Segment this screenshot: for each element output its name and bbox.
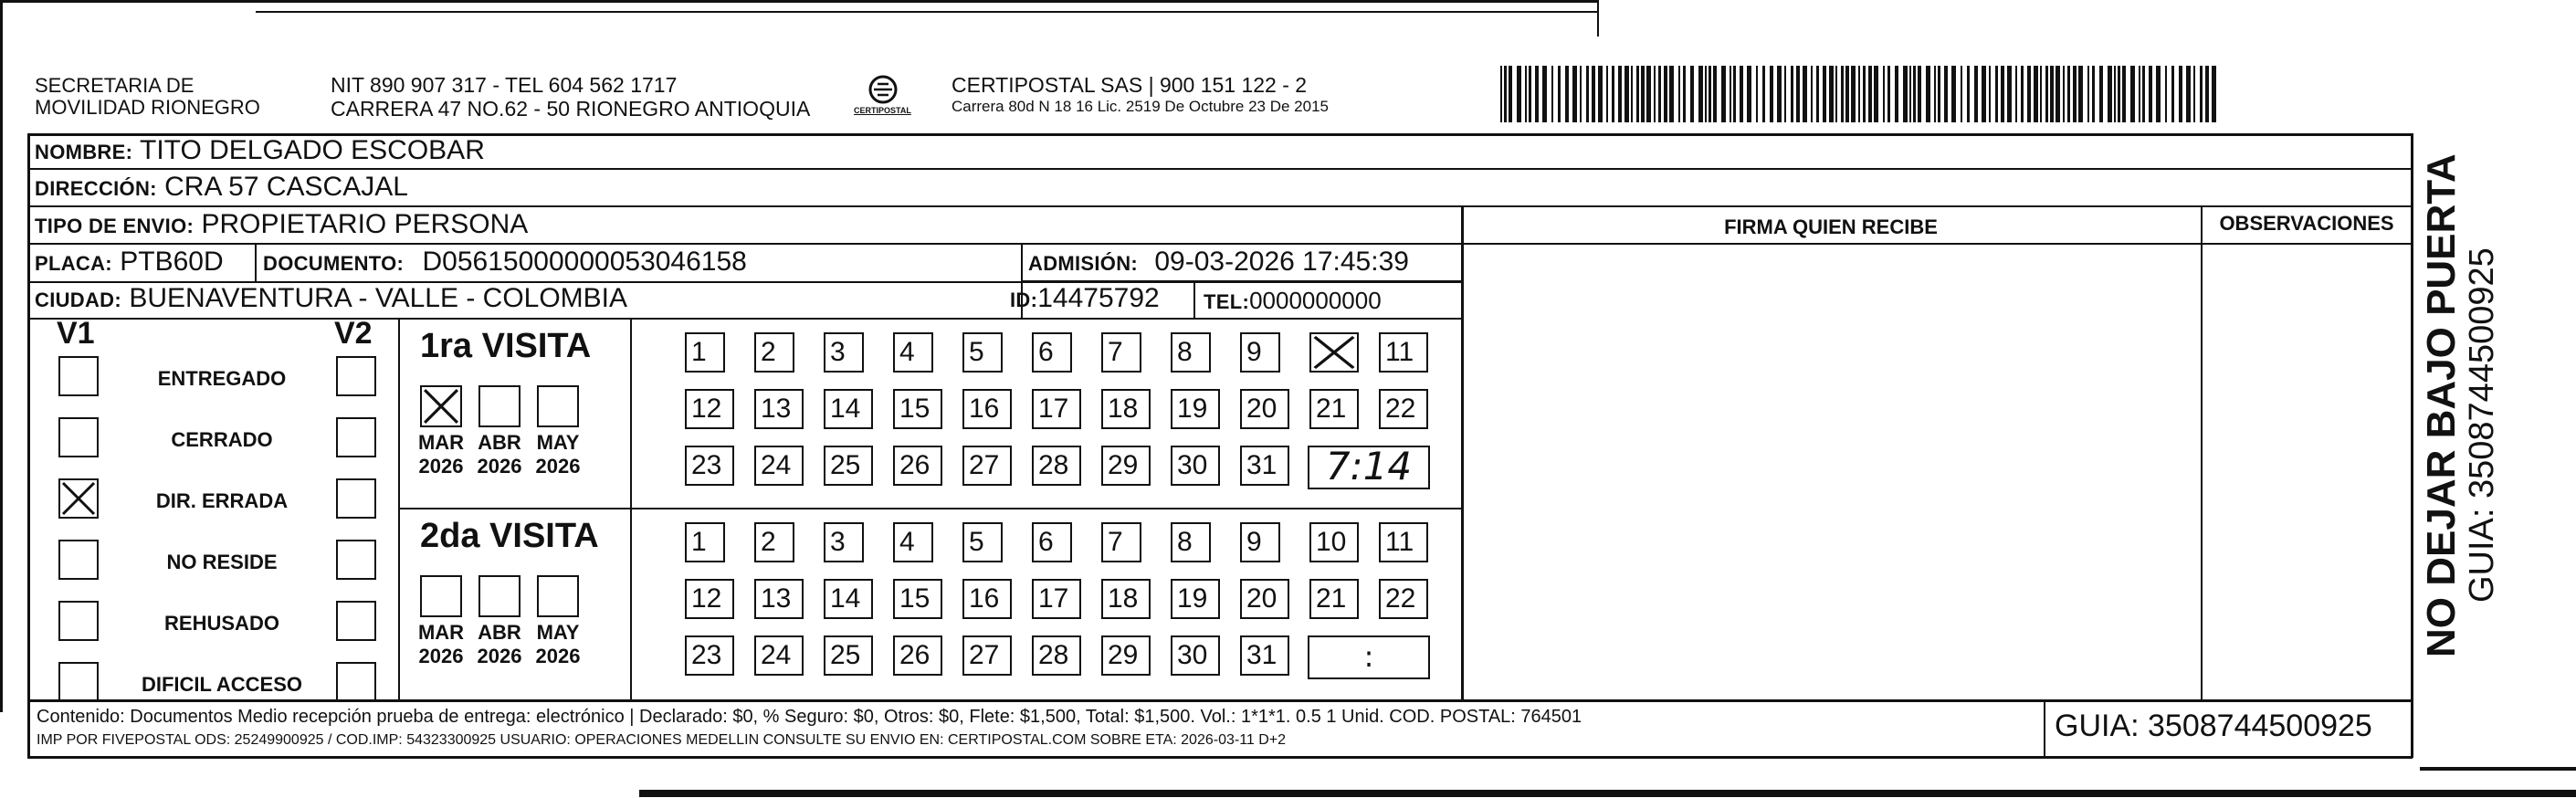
no-dejar-bajo-puerta: NO DEJAR BAJO PUERTA bbox=[2419, 153, 2464, 657]
side-guia: GUIA: 3508744500925 bbox=[2463, 247, 2501, 603]
barcode-bar bbox=[1982, 66, 1986, 122]
visit2-day-box[interactable]: 29 bbox=[1101, 635, 1151, 676]
barcode-bar bbox=[1598, 66, 1603, 122]
barcode-bar bbox=[1909, 66, 1911, 122]
form-left-border bbox=[27, 133, 30, 758]
barcode-bar bbox=[2027, 66, 2031, 122]
visit1-day-box[interactable]: 24 bbox=[754, 446, 804, 486]
visit2-day-box[interactable]: 7 bbox=[1101, 522, 1141, 562]
visit1-day-box[interactable] bbox=[1309, 332, 1359, 373]
col-divider-tel bbox=[1193, 281, 1195, 319]
ciudad-value: BUENAVENTURA - VALLE - COLOMBIA bbox=[129, 283, 628, 313]
barcode-bar bbox=[2092, 66, 2095, 122]
tipo-row bbox=[35, 209, 528, 242]
documento-cell bbox=[263, 247, 747, 279]
visit2-day-box[interactable]: 4 bbox=[893, 522, 933, 562]
barcode-bar bbox=[1658, 66, 1661, 122]
barcode-bar bbox=[1525, 66, 1527, 122]
visit2-day-box[interactable]: 8 bbox=[1171, 522, 1211, 562]
visit1-day-box[interactable]: 25 bbox=[824, 446, 873, 486]
scan-edge-right-top bbox=[1597, 0, 1599, 37]
v2-label: V2 bbox=[334, 316, 373, 351]
row-divider bbox=[27, 168, 2413, 170]
barcode bbox=[1500, 66, 2222, 122]
v2-checkbox[interactable] bbox=[336, 356, 376, 396]
visit2-month-checkbox[interactable] bbox=[420, 575, 462, 617]
barcode-bar bbox=[1811, 66, 1813, 122]
tel-value: 0000000000 bbox=[1249, 287, 1382, 314]
visit1-time-box[interactable] bbox=[1308, 446, 1430, 489]
barcode-bar bbox=[2130, 66, 2135, 122]
footer-imp: IMP POR FIVEPOSTAL ODS: 25249900925 / COD.IMP: 54323300925 USUARIO: OPERACIONES MEDELLIN CONSULTE SU ENVIO EN: CERTIPOSTAL.COM SOBRE ETA: 2026-03-11 D+2 bbox=[37, 732, 1287, 748]
visit2-month-year: 2026 bbox=[418, 645, 464, 667]
visit2-month-year: 2026 bbox=[477, 645, 522, 667]
nombre-label: NOMBRE: bbox=[35, 141, 133, 163]
v1-checkbox[interactable] bbox=[58, 662, 99, 702]
visit2-month-label bbox=[414, 621, 468, 668]
visit2-title: 2da VISITA bbox=[420, 517, 599, 555]
visit1-month-label bbox=[472, 431, 527, 478]
visit1-day-box[interactable]: 5 bbox=[962, 332, 1003, 373]
id-label: ID: bbox=[1010, 289, 1038, 311]
visit2-day-box[interactable]: 5 bbox=[962, 522, 1003, 562]
visit1-day-box[interactable]: 14 bbox=[824, 389, 873, 429]
barcode-bar bbox=[1851, 66, 1856, 122]
status-label: NO RESIDE bbox=[166, 551, 278, 573]
visit2-day-box[interactable]: 11 bbox=[1379, 522, 1428, 562]
status-label: CERRADO bbox=[171, 428, 273, 451]
visit1-month-name: MAR bbox=[417, 431, 465, 454]
barcode-bar bbox=[1944, 66, 1948, 122]
barcode-bar bbox=[2108, 66, 2112, 122]
visit2-day-box[interactable]: 22 bbox=[1379, 579, 1428, 619]
visit1-day-box[interactable]: 6 bbox=[1032, 332, 1072, 373]
col-divider-placa bbox=[255, 244, 257, 282]
visit2-day-box[interactable]: 14 bbox=[824, 579, 873, 619]
barcode-bar bbox=[2007, 66, 2012, 122]
visit2-month-year: 2026 bbox=[535, 645, 581, 667]
barcode-bar bbox=[2001, 66, 2004, 122]
barcode-bar bbox=[2179, 66, 2182, 122]
barcode-bar bbox=[2045, 66, 2048, 122]
barcode-bar bbox=[1756, 66, 1758, 122]
barcode-bar bbox=[2200, 66, 2203, 122]
v2-checkbox[interactable] bbox=[336, 601, 376, 641]
visit1-month-year: 2026 bbox=[535, 455, 581, 478]
barcode-bar bbox=[1863, 66, 1866, 122]
visit2-day-box[interactable]: 18 bbox=[1101, 579, 1151, 619]
visit1-day-box[interactable]: 27 bbox=[962, 446, 1012, 486]
barcode-bar bbox=[1683, 66, 1686, 122]
barcode-bar bbox=[1883, 66, 1885, 122]
visit2-day-box[interactable]: 9 bbox=[1240, 522, 1280, 562]
barcode-bar bbox=[1841, 66, 1844, 122]
nombre-value: TITO DELGADO ESCOBAR bbox=[140, 135, 485, 165]
tipo-label: TIPO DE ENVIO: bbox=[35, 215, 195, 237]
barcode-bar bbox=[1823, 66, 1826, 122]
visit1-day-box[interactable]: 23 bbox=[685, 446, 734, 486]
v1-checkbox[interactable] bbox=[58, 356, 99, 396]
barcode-bar bbox=[1740, 66, 1743, 122]
observaciones-label: OBSERVACIONES bbox=[2219, 212, 2394, 235]
barcode-bar bbox=[2171, 66, 2174, 122]
form-bottom-border bbox=[27, 756, 2413, 759]
barcode-bar bbox=[1517, 66, 1521, 122]
visit1-month-checkbox[interactable] bbox=[420, 385, 462, 427]
barcode-bar bbox=[2078, 66, 2083, 122]
barcode-bar bbox=[2099, 66, 2103, 122]
barcode-bar bbox=[1669, 66, 1674, 122]
barcode-bar bbox=[1887, 66, 1890, 122]
barcode-bar bbox=[1747, 66, 1751, 122]
visit1-month-checkbox[interactable] bbox=[478, 385, 520, 427]
barcode-bar bbox=[2040, 66, 2042, 122]
admision-value: 09-03-2026 17:45:39 bbox=[1154, 247, 1409, 277]
barcode-bar bbox=[1535, 66, 1539, 122]
barcode-bar bbox=[1612, 66, 1614, 122]
barcode-bar bbox=[1509, 66, 1512, 122]
v1-label: V1 bbox=[57, 316, 95, 351]
barcode-bar bbox=[1500, 66, 1502, 122]
barcode-bar bbox=[2149, 66, 2152, 122]
barcode-bar bbox=[1542, 66, 1547, 122]
admision-underline bbox=[1021, 280, 1463, 282]
visit2-day-box[interactable]: 31 bbox=[1240, 635, 1289, 676]
barcode-bar bbox=[1926, 66, 1930, 122]
visit2-day-box[interactable]: 15 bbox=[893, 579, 942, 619]
barcode-bar bbox=[2156, 66, 2161, 122]
visit2-day-box[interactable]: 3 bbox=[824, 522, 864, 562]
barcode-bar bbox=[2165, 66, 2167, 122]
barcode-bar bbox=[2212, 66, 2216, 122]
visit1-day-box[interactable]: 20 bbox=[1240, 389, 1289, 429]
sender-details: NIT 890 907 317 - TEL 604 562 1717 CARRERA 47 NO.62 - 50 RIONEGRO ANTIOQUIA bbox=[331, 73, 811, 121]
visit2-month-checkbox[interactable] bbox=[478, 575, 520, 617]
v1-checkbox[interactable] bbox=[58, 540, 99, 580]
barcode-bar bbox=[2067, 66, 2070, 122]
barcode-bar bbox=[1967, 66, 1970, 122]
visit2-month-name: MAY bbox=[536, 621, 580, 644]
v1-checkbox[interactable] bbox=[58, 417, 99, 457]
nombre-row bbox=[35, 135, 485, 168]
visit2-day-box[interactable]: 25 bbox=[824, 635, 873, 676]
barcode-bar bbox=[1938, 66, 1940, 122]
barcode-bar bbox=[2050, 66, 2054, 122]
barcode-bar bbox=[1951, 66, 1956, 122]
status-label: REHUSADO bbox=[164, 612, 279, 635]
barcode-bar bbox=[2114, 66, 2116, 122]
admision-label: ADMISIÓN: bbox=[1028, 252, 1139, 275]
visit1-day-box[interactable]: 12 bbox=[685, 389, 734, 429]
scan-edge-bottom-right bbox=[2420, 767, 2576, 771]
barcode-bar bbox=[1572, 66, 1577, 122]
barcode-bar bbox=[1845, 66, 1849, 122]
barcode-bar bbox=[1624, 66, 1629, 122]
courier-details: CERTIPOSTAL SAS | 900 151 122 - 2 Carrera 80d N 18 16 Lic. 2519 De Octubre 23 De 2015 bbox=[952, 73, 1329, 115]
visit1-time: 7:14 bbox=[1325, 444, 1413, 488]
v2-checkbox[interactable] bbox=[336, 478, 376, 519]
direccion-row bbox=[35, 172, 408, 205]
col-divider-visit bbox=[630, 318, 632, 701]
visit2-day-box[interactable]: 30 bbox=[1171, 635, 1220, 676]
certipostal-logo: CERTIPOSTAL bbox=[854, 73, 918, 121]
barcode-bar bbox=[1934, 66, 1936, 122]
visit2-day-box[interactable]: 28 bbox=[1032, 635, 1081, 676]
barcode-bar bbox=[1721, 66, 1726, 122]
visit2-day-box[interactable]: 13 bbox=[754, 579, 804, 619]
documento-value: D05615000000053046158 bbox=[422, 247, 747, 277]
barcode-bar bbox=[1895, 66, 1898, 122]
visit2-day-box[interactable]: 27 bbox=[962, 635, 1012, 676]
row-divider bbox=[27, 205, 2413, 207]
visit2-day-box[interactable]: 23 bbox=[685, 635, 734, 676]
tel-label: TEL: bbox=[1204, 290, 1250, 313]
barcode-bar bbox=[1730, 66, 1731, 122]
visit2-day-box[interactable]: 12 bbox=[685, 579, 734, 619]
barcode-bar bbox=[1777, 66, 1782, 122]
barcode-bar bbox=[2073, 66, 2077, 122]
visit2-month-name: MAR bbox=[417, 621, 465, 644]
barcode-bar bbox=[2142, 66, 2145, 122]
visit1-day-box[interactable]: 22 bbox=[1379, 389, 1428, 429]
barcode-bar bbox=[2205, 66, 2209, 122]
barcode-bar bbox=[1631, 66, 1633, 122]
placa-value: PTB60D bbox=[120, 247, 224, 277]
ciudad-label: CIUDAD: bbox=[35, 289, 121, 311]
barcode-bar bbox=[1606, 66, 1608, 122]
barcode-bar bbox=[2063, 66, 2065, 122]
visit1-day-box[interactable]: 19 bbox=[1171, 389, 1220, 429]
id-cell bbox=[1010, 283, 1160, 316]
visit1-day-box[interactable]: 28 bbox=[1032, 446, 1081, 486]
barcode-bar bbox=[1995, 66, 1998, 122]
barcode-bar bbox=[2118, 66, 2120, 122]
visit2-day-box[interactable]: 21 bbox=[1309, 579, 1359, 619]
barcode-bar bbox=[1698, 66, 1703, 122]
visit1-day-box[interactable]: 11 bbox=[1379, 332, 1428, 373]
barcode-bar bbox=[1762, 66, 1765, 122]
visit1-day-box[interactable]: 4 bbox=[893, 332, 933, 373]
barcode-bar bbox=[2056, 66, 2060, 122]
visit2-day-box[interactable]: 17 bbox=[1032, 579, 1081, 619]
barcode-bar bbox=[2021, 66, 2024, 122]
barcode-bar bbox=[1636, 66, 1639, 122]
visit2-month-name: ABR bbox=[478, 621, 521, 644]
barcode-bar bbox=[1989, 66, 1991, 122]
barcode-bar bbox=[1829, 66, 1834, 122]
visit1-month-year: 2026 bbox=[418, 455, 464, 478]
barcode-bar bbox=[1558, 66, 1561, 122]
v2-checkbox[interactable] bbox=[336, 662, 376, 702]
barcode-bar bbox=[1565, 66, 1569, 122]
barcode-bar bbox=[2015, 66, 2017, 122]
barcode-bar bbox=[1816, 66, 1819, 122]
firma-header-line bbox=[1461, 243, 2413, 245]
barcode-bar bbox=[1646, 66, 1651, 122]
barcode-bar bbox=[1664, 66, 1667, 122]
barcode-bar bbox=[1504, 66, 1507, 122]
v2-checkbox[interactable] bbox=[336, 417, 376, 457]
barcode-bar bbox=[1784, 66, 1786, 122]
visit2-day-box[interactable]: 26 bbox=[893, 635, 942, 676]
barcode-bar bbox=[1874, 66, 1878, 122]
v1-checkbox[interactable] bbox=[58, 478, 99, 519]
col-divider-obs bbox=[2201, 206, 2203, 701]
visit1-day-box[interactable]: 18 bbox=[1101, 389, 1151, 429]
visit1-day-box[interactable]: 16 bbox=[962, 389, 1012, 429]
status-label: ENTREGADO bbox=[157, 367, 287, 390]
visit1-day-box[interactable]: 9 bbox=[1240, 332, 1280, 373]
ciudad-cell bbox=[35, 283, 627, 316]
visit2-time: : bbox=[1363, 639, 1374, 674]
visit2-month-label bbox=[472, 621, 527, 668]
visit1-day-box[interactable]: 15 bbox=[893, 389, 942, 429]
form-right-border bbox=[2411, 133, 2413, 758]
visit1-day-box[interactable]: 17 bbox=[1032, 389, 1081, 429]
barcode-bar bbox=[1918, 66, 1921, 122]
barcode-bar bbox=[2122, 66, 2126, 122]
barcode-bar bbox=[1705, 66, 1707, 122]
scan-edge-bottom bbox=[639, 790, 2576, 797]
barcode-bar bbox=[1641, 66, 1645, 122]
scan-edge-left bbox=[0, 0, 3, 712]
visit1-day-box[interactable]: 7 bbox=[1101, 332, 1141, 373]
barcode-bar bbox=[1974, 66, 1978, 122]
visit1-day-box[interactable]: 30 bbox=[1171, 446, 1220, 486]
scan-edge-top2 bbox=[256, 11, 1598, 13]
visit1-month-label bbox=[414, 431, 468, 478]
documento-label: DOCUMENTO: bbox=[263, 252, 405, 275]
placa-cell bbox=[35, 247, 224, 279]
footer-contenido: Contenido: Documentos Medio recepción prueba de entrega: electrónico | Declarado: $0, % Seguro: $0, Otros: $0, Flete: $1,500, Total: $1,500. Vol.: 1*1*1. 0.5 1 Unid. COD. POSTAL: 764501 bbox=[37, 707, 1582, 727]
visit1-day-box[interactable]: 29 bbox=[1101, 446, 1151, 486]
visit2-month-checkbox[interactable] bbox=[537, 575, 579, 617]
visit1-day-box[interactable]: 1 bbox=[685, 332, 725, 373]
barcode-bar bbox=[1868, 66, 1872, 122]
tel-cell bbox=[1204, 285, 1382, 318]
status-label: DIFICIL ACCESO bbox=[141, 673, 302, 696]
id-value: 14475792 bbox=[1037, 283, 1160, 313]
visit1-day-box[interactable]: 21 bbox=[1309, 389, 1359, 429]
visit2-day-box[interactable]: 19 bbox=[1171, 579, 1220, 619]
side-notice bbox=[2420, 146, 2500, 657]
barcode-bar bbox=[1858, 66, 1860, 122]
barcode-bar bbox=[1592, 66, 1595, 122]
barcode-bar bbox=[2087, 66, 2089, 122]
visit1-day-box[interactable]: 2 bbox=[754, 332, 794, 373]
visit1-day-box[interactable]: 26 bbox=[893, 446, 942, 486]
visit1-day-box[interactable]: 8 bbox=[1171, 332, 1211, 373]
visit1-month-name: ABR bbox=[478, 431, 521, 454]
visit2-day-box[interactable]: 20 bbox=[1240, 579, 1289, 619]
barcode-bar bbox=[1803, 66, 1807, 122]
visit1-month-checkbox[interactable] bbox=[537, 385, 579, 427]
barcode-bar bbox=[1690, 66, 1694, 122]
barcode-bar bbox=[1733, 66, 1736, 122]
visit1-day-box[interactable]: 13 bbox=[754, 389, 804, 429]
footer-guia-divider bbox=[2044, 700, 2045, 757]
visit2-day-box[interactable]: 2 bbox=[754, 522, 794, 562]
tipo-value: PROPIETARIO PERSONA bbox=[201, 209, 529, 239]
footer-guia: GUIA: 3508744500925 bbox=[2055, 709, 2372, 743]
v1-checkbox[interactable] bbox=[58, 601, 99, 641]
col-divider-status bbox=[398, 318, 400, 701]
barcode-bar bbox=[1770, 66, 1773, 122]
status-label: DIR. ERRADA bbox=[155, 489, 289, 512]
visit2-time-box[interactable] bbox=[1308, 635, 1430, 679]
barcode-bar bbox=[1791, 66, 1793, 122]
visit1-month-year: 2026 bbox=[477, 455, 522, 478]
barcode-bar bbox=[2193, 66, 2195, 122]
barcode-bar bbox=[1551, 66, 1553, 122]
scan-edge-top bbox=[0, 0, 1598, 3]
visit1-title: 1ra VISITA bbox=[420, 327, 592, 365]
barcode-bar bbox=[1903, 66, 1908, 122]
firma-label: FIRMA QUIEN RECIBE bbox=[1724, 215, 1938, 238]
direccion-value: CRA 57 CASCAJAL bbox=[164, 172, 408, 202]
visit2-day-box[interactable]: 1 bbox=[685, 522, 725, 562]
row-divider bbox=[27, 699, 2413, 702]
barcode-bar bbox=[2139, 66, 2140, 122]
visit2-day-box[interactable]: 16 bbox=[962, 579, 1012, 619]
barcode-bar bbox=[1529, 66, 1531, 122]
barcode-bar bbox=[1618, 66, 1622, 122]
visit1-month-label bbox=[531, 431, 585, 478]
barcode-bar bbox=[1586, 66, 1589, 122]
barcode-bar bbox=[1580, 66, 1582, 122]
barcode-bar bbox=[1713, 66, 1717, 122]
direccion-label: DIRECCIÓN: bbox=[35, 177, 157, 200]
visit2-day-box[interactable]: 24 bbox=[754, 635, 804, 676]
sender-name: SECRETARIA DE MOVILIDAD RIONEGRO bbox=[35, 74, 260, 119]
visit-divider bbox=[399, 508, 1462, 509]
visit2-day-box[interactable]: 10 bbox=[1309, 522, 1359, 562]
visit1-day-box[interactable]: 3 bbox=[824, 332, 864, 373]
admision-cell bbox=[1028, 247, 1409, 279]
barcode-bar bbox=[1654, 66, 1656, 122]
barcode-bar bbox=[1961, 66, 1962, 122]
row-divider bbox=[27, 318, 1463, 320]
barcode-bar bbox=[2034, 66, 2038, 122]
barcode-bar bbox=[1796, 66, 1800, 122]
barcode-bar bbox=[2186, 66, 2191, 122]
visit2-day-box[interactable]: 6 bbox=[1032, 522, 1072, 562]
visit2-month-label bbox=[531, 621, 585, 668]
v2-checkbox[interactable] bbox=[336, 540, 376, 580]
barcode-bar bbox=[1709, 66, 1711, 122]
barcode-bar bbox=[1835, 66, 1837, 122]
visit1-day-box[interactable]: 31 bbox=[1240, 446, 1289, 486]
barcode-bar bbox=[1678, 66, 1680, 122]
placa-label: PLACA: bbox=[35, 252, 112, 275]
visit1-month-name: MAY bbox=[536, 431, 580, 454]
barcode-bar bbox=[1913, 66, 1916, 122]
